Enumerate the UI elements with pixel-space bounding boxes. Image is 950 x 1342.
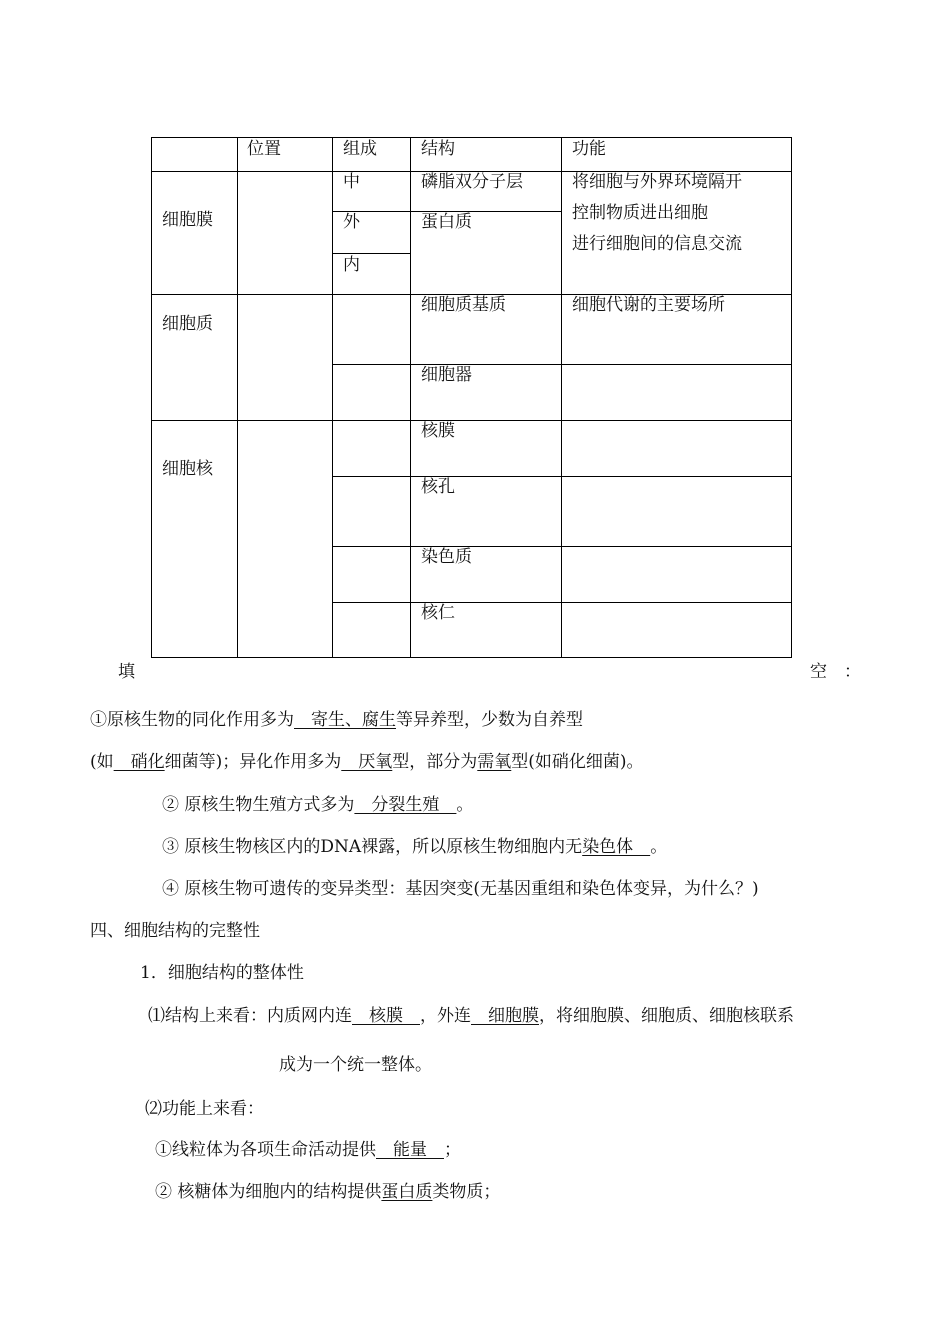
- function-communication: 进行细胞间的信息交流: [572, 234, 742, 254]
- table-border-left: [151, 137, 152, 658]
- structure-nuclear-pore: 核孔: [421, 477, 455, 497]
- table-row-line: [332, 546, 792, 547]
- table-col-line: [332, 137, 333, 658]
- paragraph-reproduction: ② 原核生物生殖方式多为 分裂生殖 。: [162, 795, 474, 815]
- structure-cytosol: 细胞质基质: [421, 295, 506, 315]
- function-control: 控制物质进出细胞: [572, 203, 708, 223]
- header-position: 位置: [247, 139, 281, 159]
- paragraph-assimilation: ①原核生物的同化作用多为 寄生、腐生等异养型，少数为自养型: [90, 710, 583, 730]
- function-mitochondria: ①线粒体为各项生命活动提供 能量 ；: [155, 1140, 461, 1160]
- structure-nucleolus: 核仁: [421, 603, 455, 623]
- blank-fission: 分裂生殖: [354, 795, 457, 815]
- blank-energy: 能量: [376, 1140, 444, 1160]
- blank-aerobic: 需氧: [477, 752, 512, 772]
- table-border-bottom: [151, 657, 792, 658]
- blank-nitrifying: 硝化: [113, 752, 165, 772]
- function-separate: 将细胞与外界环境隔开: [572, 172, 742, 192]
- item-structure-cont: 成为一个统一整体。: [279, 1055, 432, 1075]
- table-row-line: [332, 602, 792, 603]
- structure-phospholipid: 磷脂双分子层: [421, 172, 523, 192]
- structure-organelle: 细胞器: [421, 365, 472, 385]
- blank-anaerobic: 厌氧: [341, 752, 393, 772]
- table-col-line: [410, 137, 411, 658]
- row-label-cytoplasm: 细胞质: [162, 314, 213, 334]
- subsection-heading: 1．细胞结构的整体性: [140, 963, 304, 983]
- blank-protein: 蛋白质: [381, 1182, 433, 1202]
- paragraph-dissimilation: (如 硝化细菌等)；异化作用多为 厌氧型，部分为需氧型(如硝化细菌)。: [90, 752, 644, 772]
- row-label-membrane: 细胞膜: [162, 210, 213, 230]
- structure-nuclear-envelope: 核膜: [421, 421, 455, 441]
- table-row-line: [332, 364, 792, 365]
- layer-middle: 中: [343, 172, 360, 192]
- section-heading-integrity: 四、细胞结构的完整性: [90, 921, 260, 941]
- row-label-nucleus: 细胞核: [162, 459, 213, 479]
- table-col-line: [561, 137, 562, 658]
- fill-right: 空 ：: [810, 662, 861, 682]
- function-ribosome: ② 核糖体为细胞内的结构提供蛋白质类物质；: [155, 1182, 501, 1202]
- paragraph-variation: ④ 原核生物可遗传的变异类型：基因突变(无基因重组和染色体变异，为什么？): [162, 879, 759, 899]
- function-metabolism: 细胞代谢的主要场所: [572, 295, 725, 315]
- table-row-line: [332, 476, 792, 477]
- blank-cell-membrane: 细胞膜: [471, 1006, 539, 1026]
- header-structure: 结构: [421, 139, 455, 159]
- blank-nuclear-membrane: 核膜: [352, 1006, 420, 1026]
- structure-protein: 蛋白质: [421, 212, 472, 232]
- header-composition: 组成: [343, 139, 377, 159]
- layer-outer: 外: [343, 212, 360, 232]
- blank-parasitic: 寄生、腐生: [294, 710, 396, 730]
- paragraph-dna: ③ 原核生物核区内的DNA裸露，所以原核生物细胞内无染色体 。: [162, 837, 668, 857]
- table-col-line: [237, 137, 238, 658]
- header-function: 功能: [572, 139, 606, 159]
- table-row-line: [151, 420, 792, 421]
- item-function: ⑵功能上来看：: [145, 1099, 264, 1119]
- structure-chromatin: 染色质: [421, 547, 472, 567]
- layer-inner: 内: [343, 255, 360, 275]
- table-border-right: [791, 137, 792, 658]
- fill-left: 填: [118, 662, 135, 682]
- item-structure: ⑴结构上来看：内质网内连 核膜 ，外连 细胞膜，将细胞膜、细胞质、细胞核联系: [148, 1006, 794, 1026]
- blank-chromosome: 染色体: [582, 837, 651, 857]
